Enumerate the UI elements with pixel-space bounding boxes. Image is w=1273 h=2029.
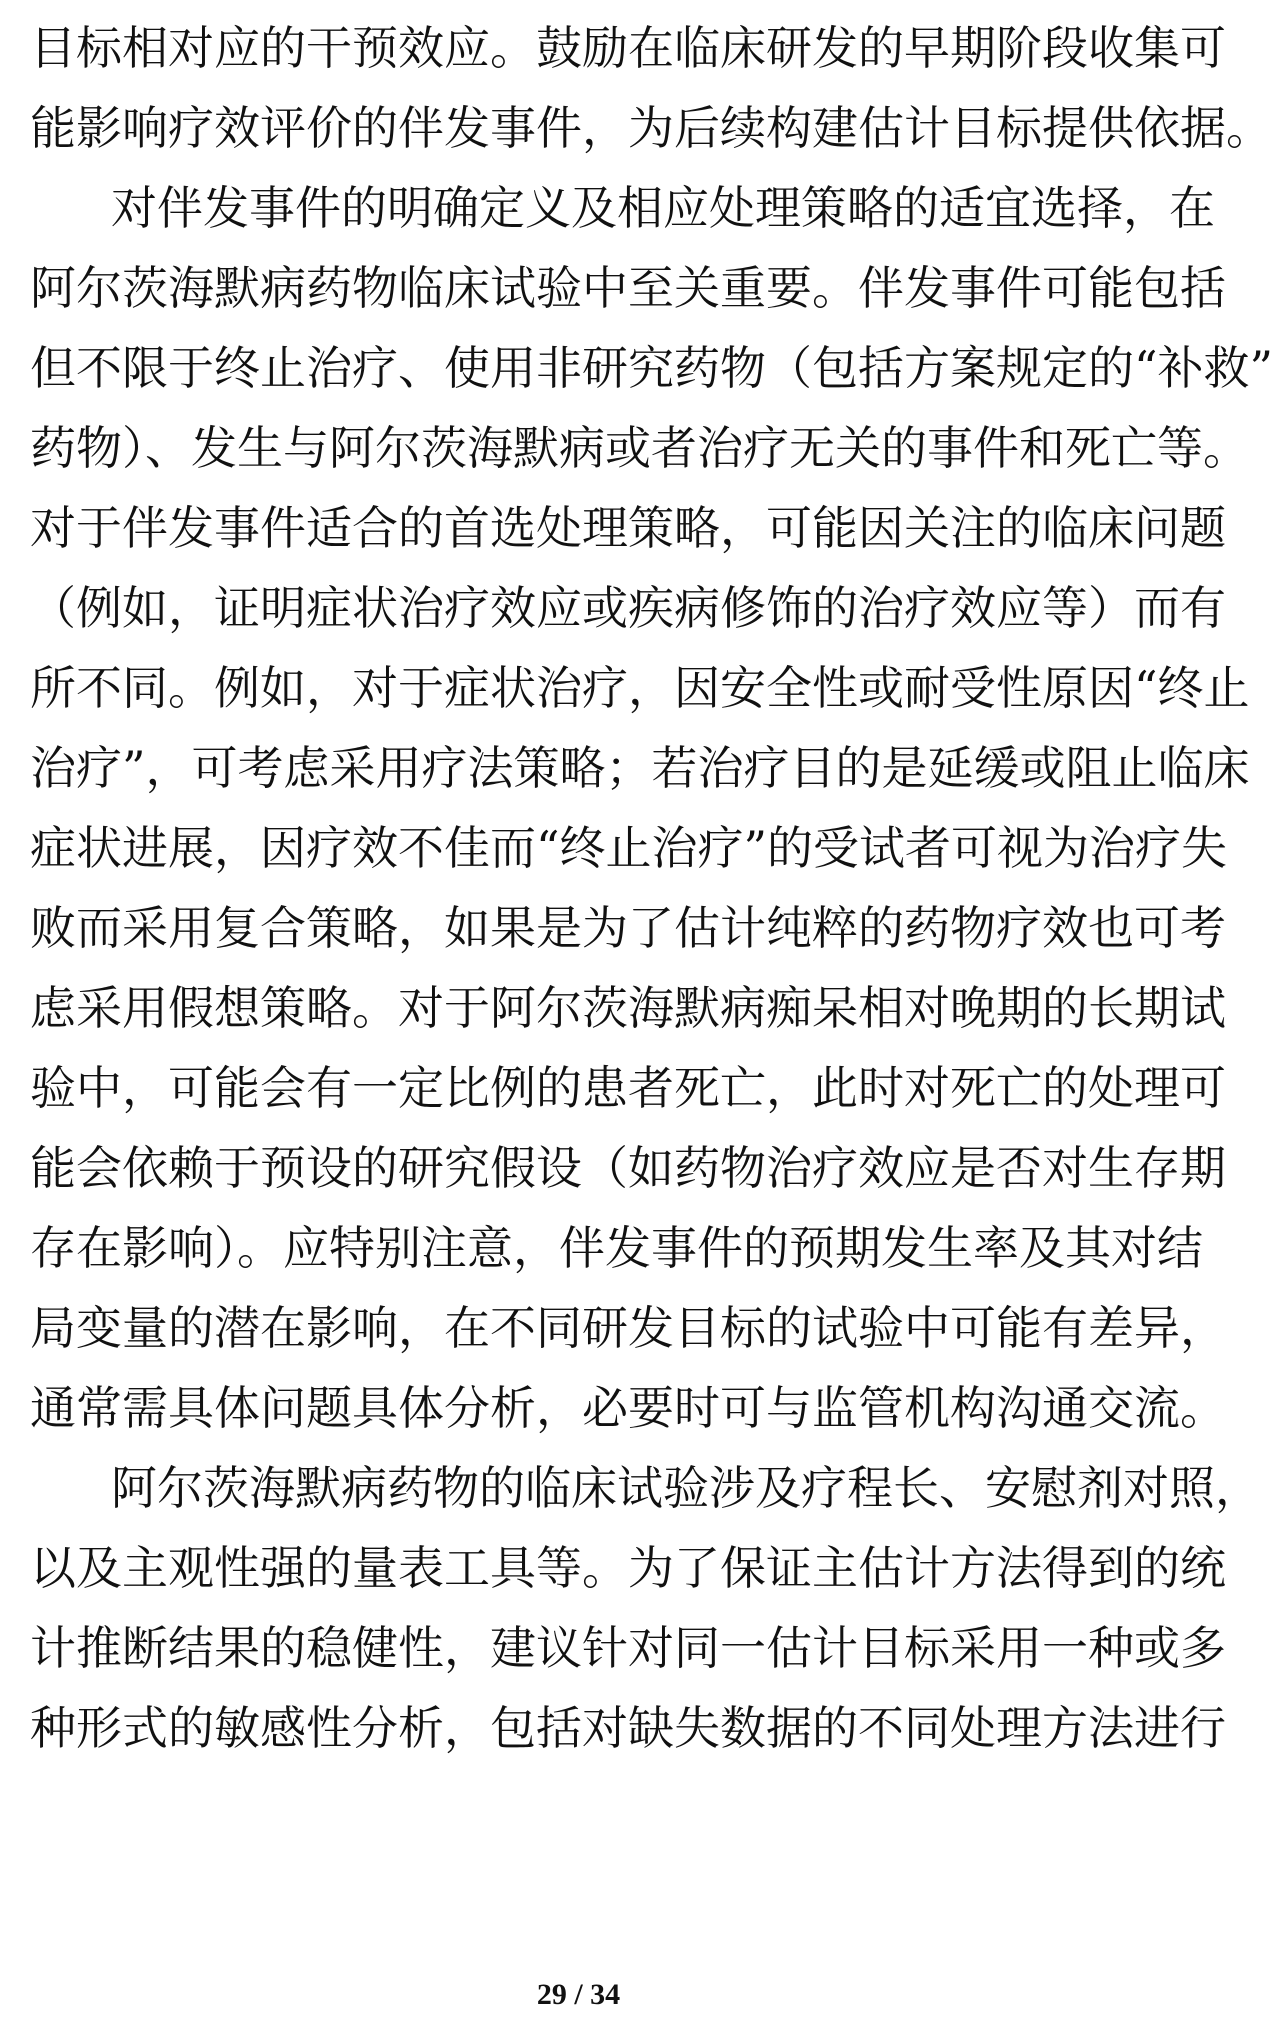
text-line: 药物）、发生与阿尔茨海默病或者治疗无关的事件和死亡等。 [30, 421, 1249, 475]
text-line: 对于伴发事件适合的首选处理策略，可能因关注的临床问题 [30, 501, 1226, 555]
text-line: （例如，证明症状治疗效应或疾病修饰的治疗效应等）而有 [30, 581, 1226, 635]
text-line: 能影响疗效评价的伴发事件，为后续构建估计目标提供依据。 [30, 101, 1272, 155]
text-line: 败而采用复合策略，如果是为了估计纯粹的药物疗效也可考 [30, 901, 1226, 955]
text-line: 症状进展，因疗效不佳而“终止治疗”的受试者可视为治疗失 [30, 821, 1228, 875]
text-line: 通常需具体问题具体分析，必要时可与监管机构沟通交流。 [30, 1381, 1226, 1435]
text-line: 能会依赖于预设的研究假设（如药物治疗效应是否对生存期 [30, 1141, 1226, 1195]
text-line: 计推断结果的稳健性，建议针对同一估计目标采用一种或多 [30, 1621, 1226, 1675]
text-line: 存在影响）。应特别注意，伴发事件的预期发生率及其对结 [30, 1221, 1203, 1275]
text-line: 种形式的敏感性分析，包括对缺失数据的不同处理方法进行 [30, 1701, 1226, 1755]
text-line: 以及主观性强的量表工具等。为了保证主估计方法得到的统 [30, 1541, 1226, 1595]
paragraph-first-line: 阿尔茨海默病药物的临床试验涉及疗程长、安慰剂对照， [111, 1461, 1261, 1515]
text-line: 治疗”，可考虑采用疗法策略；若治疗目的是延缓或阻止临床 [30, 741, 1250, 795]
text-line: 验中，可能会有一定比例的患者死亡，此时对死亡的处理可 [30, 1061, 1226, 1115]
page-number: 29 / 34 [536, 1978, 621, 2011]
text-line: 但不限于终止治疗、使用非研究药物（包括方案规定的“补救” [30, 341, 1273, 395]
paragraph-first-line: 对伴发事件的明确定义及相应处理策略的适宜选择，在 [111, 181, 1215, 235]
text-line: 目标相对应的干预效应。鼓励在临床研发的早期阶段收集可 [30, 21, 1226, 75]
text-line: 局变量的潜在影响，在不同研发目标的试验中可能有差异， [30, 1301, 1226, 1355]
text-line: 所不同。例如，对于症状治疗，因安全性或耐受性原因“终止 [30, 661, 1250, 715]
text-line: 阿尔茨海默病药物临床试验中至关重要。伴发事件可能包括 [30, 261, 1226, 315]
text-line: 虑采用假想策略。对于阿尔茨海默病痴呆相对晚期的长期试 [30, 981, 1226, 1035]
